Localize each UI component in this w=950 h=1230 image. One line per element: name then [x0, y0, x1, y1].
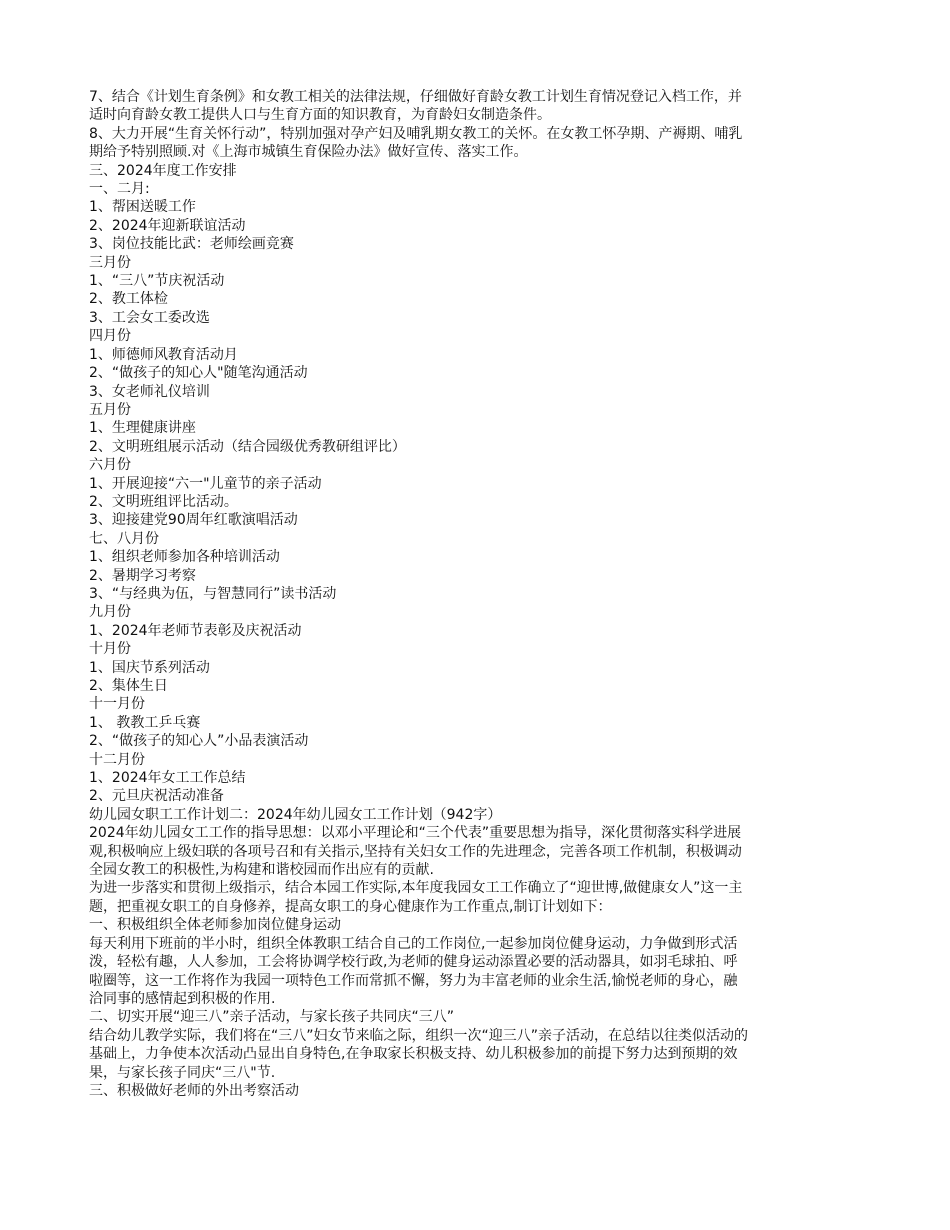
text-line: 题，把重视女职工的自身修养，提高女职工的身心健康作为工作重点,制订计划如下：: [89, 898, 612, 915]
document-body: [89, 88, 861, 1100]
text-line: 1、组织老师参加各种培训活动: [89, 549, 280, 566]
text-line: 二、切实开展“迎三八”亲子活动，与家长孩子共同庆“三八”: [89, 1009, 455, 1026]
text-line: 8、大力开展“生育关怀行动”，特别加强对孕产妇及哺乳期女教工的关怀。在女教工怀孕期、产褥期、哺乳: [89, 125, 743, 142]
text-line: 2、文明班组评比活动。: [89, 493, 238, 510]
text-line: 7、结合《计划生育条例》和女教工相关的法律法规，仔细做好育龄女教工计划生育情况登记入档工作，并: [89, 89, 742, 105]
text-line: 1、 教教工乒乓赛: [89, 714, 201, 731]
text-line: 2、2024年迎新联谊活动: [89, 217, 246, 234]
text-line: 三月份: [89, 254, 131, 271]
text-line: 2、集体生日: [89, 678, 168, 694]
text-line: 3、工会女工委改选: [89, 309, 210, 326]
text-line: 每天利用下班前的半小时，组织全体教职工结合自己的工作岗位,一起参加岗位健身运动，力争做到形式活: [89, 935, 738, 952]
text-line: 洽同事的感情起到积极的作用.: [89, 990, 276, 1007]
text-line: 1、2024年老师节表彰及庆祝活动: [89, 622, 302, 639]
text-line: 2、文明班组展示活动（结合园级优秀教研组评比）: [89, 438, 406, 455]
text-line: 幼儿园女职工工作计划二：2024年幼儿园女工工作计划（942字）: [89, 806, 502, 823]
text-line: 1、国庆节系列活动: [89, 659, 210, 676]
text-line: 观,积极响应上级妇联的各项号召和有关指示,坚持有关妇女工作的先进理念，完善各项工作机制，积极调动: [89, 843, 742, 860]
text-line: 结合幼儿教学实际，我们将在“三八”妇女节来临之际，组织一次“迎三八”亲子活动，在总结以往类似活动的: [89, 1027, 749, 1044]
text-line: 适时向育龄女教工提供人口与生育方面的知识教育，为育龄妇女制造条件。: [89, 107, 551, 124]
text-line: 七、八月份: [89, 530, 159, 547]
text-line: 2、“做孩子的知心人”小品表演活动: [89, 733, 309, 750]
text-line: 一、二月:: [89, 181, 150, 198]
text-line: 十二月份: [89, 751, 145, 768]
text-line: 三、2024年度工作安排: [89, 162, 237, 179]
text-line: 2024年幼儿园女工工作的指导思想：以邓小平理论和“三个代表”重要思想为指导，深化贯彻落实科学进展: [89, 825, 742, 842]
text-line: 三、积极做好老师的外出考察活动: [89, 1082, 299, 1099]
text-line: 九月份: [89, 604, 131, 621]
text-line: 2、暑期学习考察: [89, 567, 196, 584]
text-line: 1、2024年女工工作总结: [89, 770, 246, 787]
text-line: 2、教工体检: [89, 291, 168, 308]
text-line: 3、岗位技能比武：老师绘画竞赛: [89, 236, 294, 253]
text-line: 全园女教工的积极性,为构建和谐校园而作出应有的贡献.: [89, 862, 434, 879]
text-line: 2、“做孩子的知心人"随笔沟通活动: [89, 365, 308, 382]
text-line: 3、迎接建党90周年红歌演唱活动: [89, 512, 298, 529]
text-line: 1、“三八”节庆祝活动: [89, 273, 225, 290]
text-line: 一、积极组织全体老师参加岗位健身运动: [89, 917, 341, 934]
text-line: 六月份: [89, 457, 131, 474]
text-line: 1、师德师风教育活动月: [89, 346, 238, 363]
text-line: 十月份: [89, 641, 131, 658]
text-line: 果，与家长孩子同庆“三八"节.: [89, 1064, 276, 1081]
text-line: 3、“与经典为伍，与智慧同行”读书活动: [89, 585, 337, 602]
text-line: 为进一步落实和贯彻上级指示，结合本园工作实际,本年度我园女工工作确立了“迎世博,做健康女人”这一主: [89, 880, 743, 897]
text-line: 1、生理健康讲座: [89, 420, 196, 437]
text-line: 四月份: [89, 328, 131, 345]
text-line: 五月份: [89, 401, 131, 418]
text-line: 十一月份: [89, 696, 145, 713]
text-line: 期给予特别照顾.对《上海市城镇生育保险办法》做好宣传、落实工作。: [89, 144, 528, 161]
text-line: 1、帮困送暖工作: [89, 199, 196, 216]
text-line: 1、开展迎接“六一"儿童节的亲子活动: [89, 475, 322, 492]
text-line: 泼，轻松有趣，人人参加，工会将协调学校行政,为老师的健身运动添置必要的活动器具，如羽毛球拍、呼: [89, 954, 738, 971]
text-line: 啦圈等，这一工作将作为我园一项特色工作而常抓不懈，努力为丰富老师的业余生活,愉悦老师的身心，融: [89, 972, 738, 989]
text-line: 基础上，力争使本次活动凸显出自身特色,在争取家长积极支持、幼儿积极参加的前提下努力达到预期的效: [89, 1046, 738, 1063]
text-line: 3、女老师礼仪培训: [89, 383, 210, 400]
text-line: 2、元旦庆祝活动准备: [89, 788, 224, 805]
